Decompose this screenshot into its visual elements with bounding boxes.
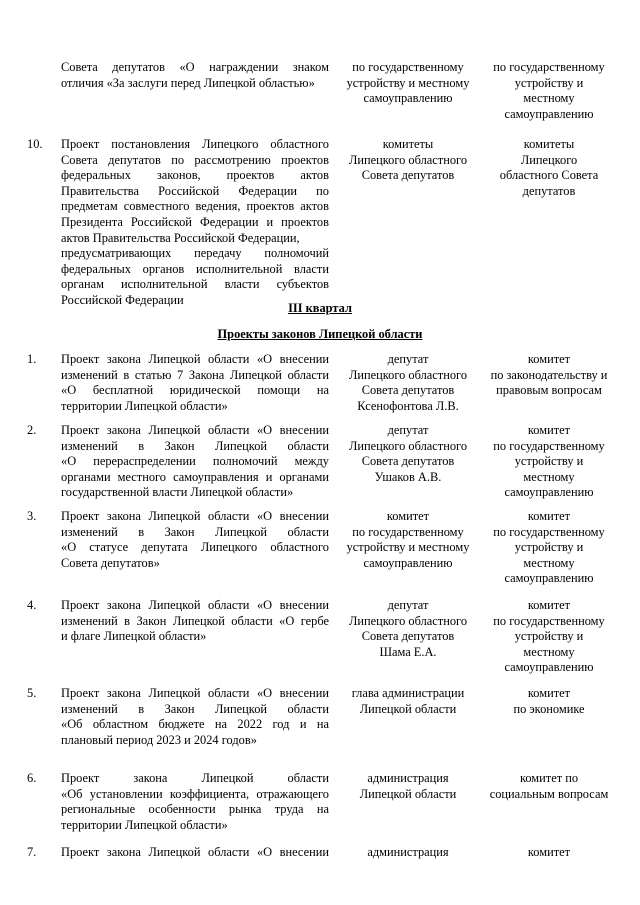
text-line: Проект закона Липецкой области «О внесении <box>61 686 329 700</box>
item-number: 10. <box>27 137 43 151</box>
text-line: Проект закона Липецкой области «О внесении <box>61 352 329 366</box>
initiator-line: депутат <box>387 352 429 366</box>
initiator-line: устройству и местному <box>346 75 470 90</box>
committee-line: по государственному <box>493 613 605 628</box>
initiator-line: Совета депутатов <box>361 383 455 398</box>
document-title-cell <box>61 598 329 645</box>
text-line: территории Липецкой области» <box>61 817 228 832</box>
committee-line: комитет <box>527 598 571 612</box>
item-number: 3. <box>27 509 37 523</box>
item-number: 6. <box>27 771 37 785</box>
initiator-line: Совета депутатов <box>361 629 455 644</box>
initiator-line: Совета депутатов <box>361 454 455 469</box>
initiator-line: устройству и местному <box>346 540 470 555</box>
document-title-cell <box>61 845 329 861</box>
text-line: Совета депутатов «О награждении знаком <box>61 60 329 74</box>
committee-line: устройству и <box>514 75 584 90</box>
text-line: Проект закона Липецкой области «О внесении <box>61 423 329 437</box>
text-line: изменений в Закон Липецкой области «О гербе <box>61 613 329 628</box>
item-number: 7. <box>27 845 37 859</box>
text-line: предусматривающих передачу полномочий <box>61 246 329 261</box>
initiator-line: Липецкого областного <box>348 438 468 453</box>
text-line: федеральных органов исполнительной власти <box>61 261 329 276</box>
committee-cell <box>481 845 617 861</box>
initiator-cell <box>340 137 476 184</box>
text-line: актов Правительства Российской Федерации, <box>61 230 300 245</box>
committee-line: местному <box>523 555 575 570</box>
committee-cell <box>481 771 617 802</box>
initiator-cell <box>340 352 476 414</box>
initiator-cell <box>340 845 476 861</box>
document-title-cell <box>61 423 329 501</box>
committee-line: самоуправлению <box>504 660 594 675</box>
committee-cell <box>481 352 617 399</box>
initiator-line: Липецкого областного <box>348 613 468 628</box>
committee-line: депутатов <box>522 183 576 198</box>
quarter-heading: III квартал <box>288 301 352 315</box>
initiator-line: комитет <box>386 509 430 523</box>
committee-line: по законодательству и <box>490 367 608 382</box>
text-line: Проект закона Липецкой области <box>61 771 329 785</box>
text-line: и флаге Липецкой области» <box>61 629 207 644</box>
initiator-line: депутат <box>387 598 429 612</box>
text-line: региональные особенности рынка труда на <box>61 802 329 817</box>
initiator-line: депутат <box>387 423 429 437</box>
document-title-cell <box>61 60 329 91</box>
committee-cell <box>481 60 617 122</box>
text-line: Правительства Российской Федерации по <box>61 183 329 198</box>
text-line: изменений в статью 7 Закона Липецкой области <box>61 367 329 382</box>
item-number: 1. <box>27 352 37 366</box>
initiator-line: по государственному <box>352 524 464 539</box>
document-title-cell <box>61 686 329 748</box>
text-line: плановый период 2023 и 2024 годов» <box>61 732 257 747</box>
text-line: Проект постановления Липецкого областного <box>61 137 329 151</box>
committee-line: комитет <box>527 423 571 437</box>
text-line: территории Липецкой области» <box>61 398 228 413</box>
committee-line: комитет по <box>519 771 579 785</box>
committee-line: самоуправлению <box>504 106 594 121</box>
text-line: изменений в Закон Липецкой области <box>61 524 329 539</box>
text-line: Президента Российской Федерации и проектов <box>61 214 329 229</box>
committee-line: комитет <box>527 509 571 523</box>
text-line: отличия «За заслуги перед Липецкой областью» <box>61 75 315 90</box>
text-line: органами местного самоуправления и органами <box>61 469 329 484</box>
initiator-line: самоуправлению <box>363 91 453 106</box>
text-line: предметам совместного ведения, проектов актов <box>61 199 329 214</box>
committee-line: комитет <box>527 686 571 700</box>
committee-line: местному <box>523 91 575 106</box>
committee-line: местному <box>523 644 575 659</box>
text-line: Проект закона Липецкой области «О внесении <box>61 845 329 859</box>
initiator-line: самоуправлению <box>363 555 453 570</box>
initiator-line: Липецкого областного <box>348 152 468 167</box>
text-line: Российской Федерации <box>61 292 184 307</box>
initiator-line: администрация <box>367 845 449 859</box>
initiator-line: Ксенофонтова Л.В. <box>357 398 459 413</box>
item-number: 2. <box>27 423 37 437</box>
committee-line: самоуправлению <box>504 571 594 586</box>
committee-line: устройству и <box>514 629 584 644</box>
committee-line: местному <box>523 469 575 484</box>
initiator-cell <box>340 686 476 717</box>
text-line: «О перераспределении полномочий между <box>61 454 329 469</box>
committee-line: устройству и <box>514 540 584 555</box>
text-line: изменений в Закон Липецкой области <box>61 438 329 453</box>
committee-cell <box>481 423 617 501</box>
text-line: изменений в Закон Липецкой области <box>61 701 329 716</box>
initiator-line: Совета депутатов <box>361 168 455 183</box>
committee-line: правовым вопросам <box>496 383 602 398</box>
text-line: Совета депутатов по рассмотрению проектов <box>61 152 329 167</box>
initiator-line: Липецкого областного <box>348 367 468 382</box>
committee-line: устройству и <box>514 454 584 469</box>
text-line: государственной власти Липецкой области» <box>61 485 294 500</box>
committee-line: по экономике <box>513 701 585 716</box>
initiator-cell <box>340 771 476 802</box>
document-title-cell <box>61 509 329 571</box>
document-title-cell <box>61 352 329 414</box>
initiator-line: глава администрации <box>351 686 465 700</box>
text-line: федеральных законов, проектов актов <box>61 168 329 183</box>
section-heading: Проекты законов Липецкой области <box>217 327 423 341</box>
committee-cell <box>481 509 617 587</box>
item-number: 5. <box>27 686 37 700</box>
initiator-cell <box>340 598 476 660</box>
text-line: «Об установлении коэффициента, отражающего <box>61 786 329 801</box>
committee-cell <box>481 686 617 717</box>
committee-line: областного Совета <box>499 168 599 183</box>
committee-line: по государственному <box>493 438 605 453</box>
initiator-cell <box>340 509 476 571</box>
initiator-line: Липецкой области <box>359 701 457 716</box>
initiator-line: по государственному <box>352 60 464 74</box>
item-number: 4. <box>27 598 37 612</box>
text-line: «О бесплатной юридической помощи на <box>61 383 329 398</box>
text-line: Проект закона Липецкой области «О внесении <box>61 509 329 523</box>
text-line: органам исполнительной власти субъектов <box>61 277 329 292</box>
initiator-line: администрация <box>367 771 449 785</box>
text-line: «Об областном бюджете на 2022 год и на <box>61 717 329 732</box>
initiator-line: комитеты <box>382 137 434 151</box>
committee-cell <box>481 598 617 676</box>
initiator-cell <box>340 423 476 485</box>
committee-cell <box>481 137 617 199</box>
committee-line: комитет <box>527 352 571 366</box>
document-title-cell <box>61 137 329 309</box>
committee-line: социальным вопросам <box>489 786 609 801</box>
committee-line: по государственному <box>493 60 605 74</box>
committee-line: комитет <box>527 845 571 859</box>
document-title-cell <box>61 771 329 833</box>
initiator-cell <box>340 60 476 107</box>
initiator-line: Липецкой области <box>359 786 457 801</box>
committee-line: самоуправлению <box>504 485 594 500</box>
text-line: Проект закона Липецкой области «О внесении <box>61 598 329 612</box>
text-line: «О статусе депутата Липецкого областного <box>61 540 329 555</box>
committee-line: Липецкого <box>520 152 578 167</box>
initiator-line: Ушаков А.В. <box>374 469 442 484</box>
committee-line: комитеты <box>523 137 575 151</box>
initiator-line: Шама Е.А. <box>379 644 437 659</box>
committee-line: по государственному <box>493 524 605 539</box>
text-line: Совета депутатов» <box>61 555 160 570</box>
